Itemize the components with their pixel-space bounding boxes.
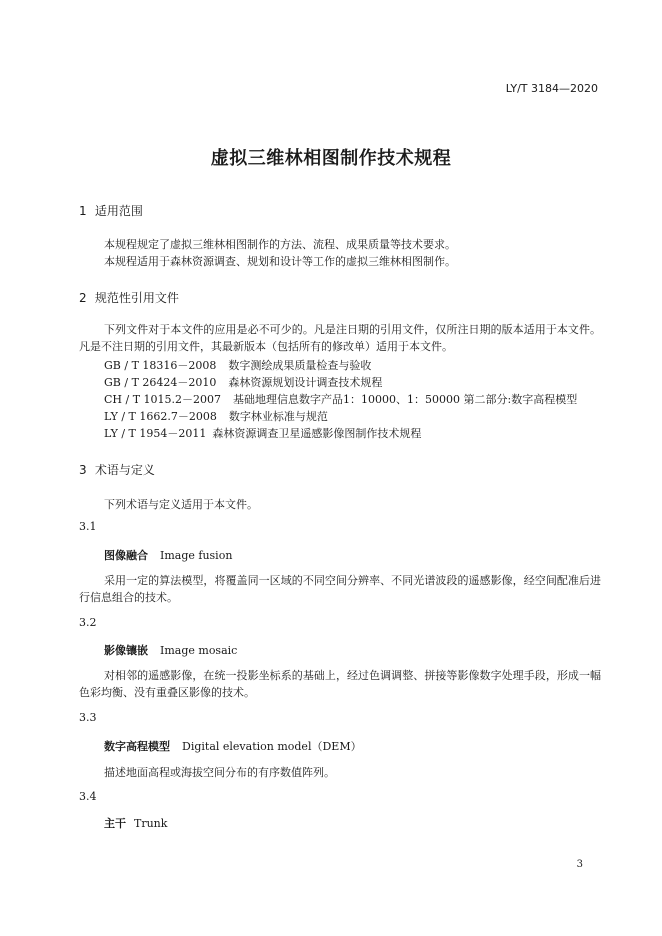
reference-title: 数字测绘成果质量检查与验收 [228, 359, 372, 372]
reference-item [104, 391, 577, 407]
section-1-heading [79, 202, 143, 219]
reference-title: 基础地理信息数字产品1：10000、1：50000 第二部分:数字高程模型 [233, 393, 578, 406]
term-heading [104, 642, 237, 658]
paragraph: 下列文件对于本文件的应用是必不可少的。凡是注日期的引用文件，仅所注日期的版本适用于本文件。凡是不注日期的引用文件，其最新版本（包括所有的修改单）适用于本文件。 [79, 323, 601, 353]
reference-title: 数字林业标准与规范 [228, 410, 328, 423]
reference-code: GB / T 26424－2010 [104, 376, 217, 389]
paragraph: 本规程规定了虚拟三维林相图制作的方法、流程、成果质量等技术要求。 [104, 238, 456, 251]
document-title: 虚拟三维林相图制作技术规程 [210, 148, 452, 169]
reference-item [104, 374, 382, 390]
standard-number: LY/T 3184—2020 [505, 82, 598, 95]
section-number: 3 [79, 463, 87, 477]
section-number: 2 [79, 291, 87, 305]
term-definition: 对相邻的遥感影像，在统一投影坐标系的基础上，经过色调调整、拼接等影像数字处理手段，形成一幅色彩均衡、没有重叠区影像的技术。 [79, 669, 601, 699]
reference-code: LY / T 1954－2011 [104, 427, 207, 440]
term-chinese: 数字高程模型 [104, 740, 170, 753]
reference-code: GB / T 18316－2008 [104, 359, 217, 372]
reference-item [104, 357, 371, 373]
term-heading [104, 547, 232, 563]
term-definition: 描述地面高程或海拔空间分布的有序数值阵列。 [104, 766, 335, 779]
reference-item [104, 425, 421, 441]
reference-code: CH / T 1015.2－2007 [104, 393, 222, 406]
page-number: 3 [576, 859, 583, 870]
section-title: 规范性引用文件 [94, 291, 179, 305]
reference-title: 森林资源调查卫星遥感影像图制作技术规程 [212, 427, 422, 440]
section-2-heading [79, 289, 179, 306]
section-3-heading [79, 461, 155, 478]
term-number: 3.3 [79, 711, 97, 724]
term-chinese: 主干 [104, 817, 126, 830]
term-chinese: 影像镶嵌 [104, 644, 148, 657]
term-english: Trunk [134, 817, 168, 830]
term-heading [104, 738, 362, 754]
paragraph: 下列术语与定义适用于本文件。 [104, 498, 258, 511]
term-number: 3.2 [79, 616, 97, 629]
section-title: 适用范围 [94, 204, 143, 218]
term-number: 3.1 [79, 520, 97, 533]
term-chinese: 图像融合 [104, 549, 148, 562]
paragraph: 本规程适用于森林资源调查、规划和设计等工作的虚拟三维林相图制作。 [104, 255, 456, 268]
reference-title: 森林资源规划设计调查技术规程 [228, 376, 383, 389]
section-number: 1 [79, 204, 87, 218]
term-definition: 采用一定的算法模型，将覆盖同一区域的不同空间分辨率、不同光谱波段的遥感影像，经空间配准后进行信息组合的技术。 [79, 574, 601, 604]
reference-code: LY / T 1662.7－2008 [104, 410, 217, 423]
term-number: 3.4 [79, 790, 97, 803]
term-heading [104, 815, 167, 831]
term-english: Image mosaic [160, 644, 238, 657]
reference-item [104, 408, 328, 424]
section-title: 术语与定义 [94, 463, 155, 477]
term-english: Digital elevation model（DEM） [182, 740, 362, 753]
term-english: Image fusion [160, 549, 233, 562]
